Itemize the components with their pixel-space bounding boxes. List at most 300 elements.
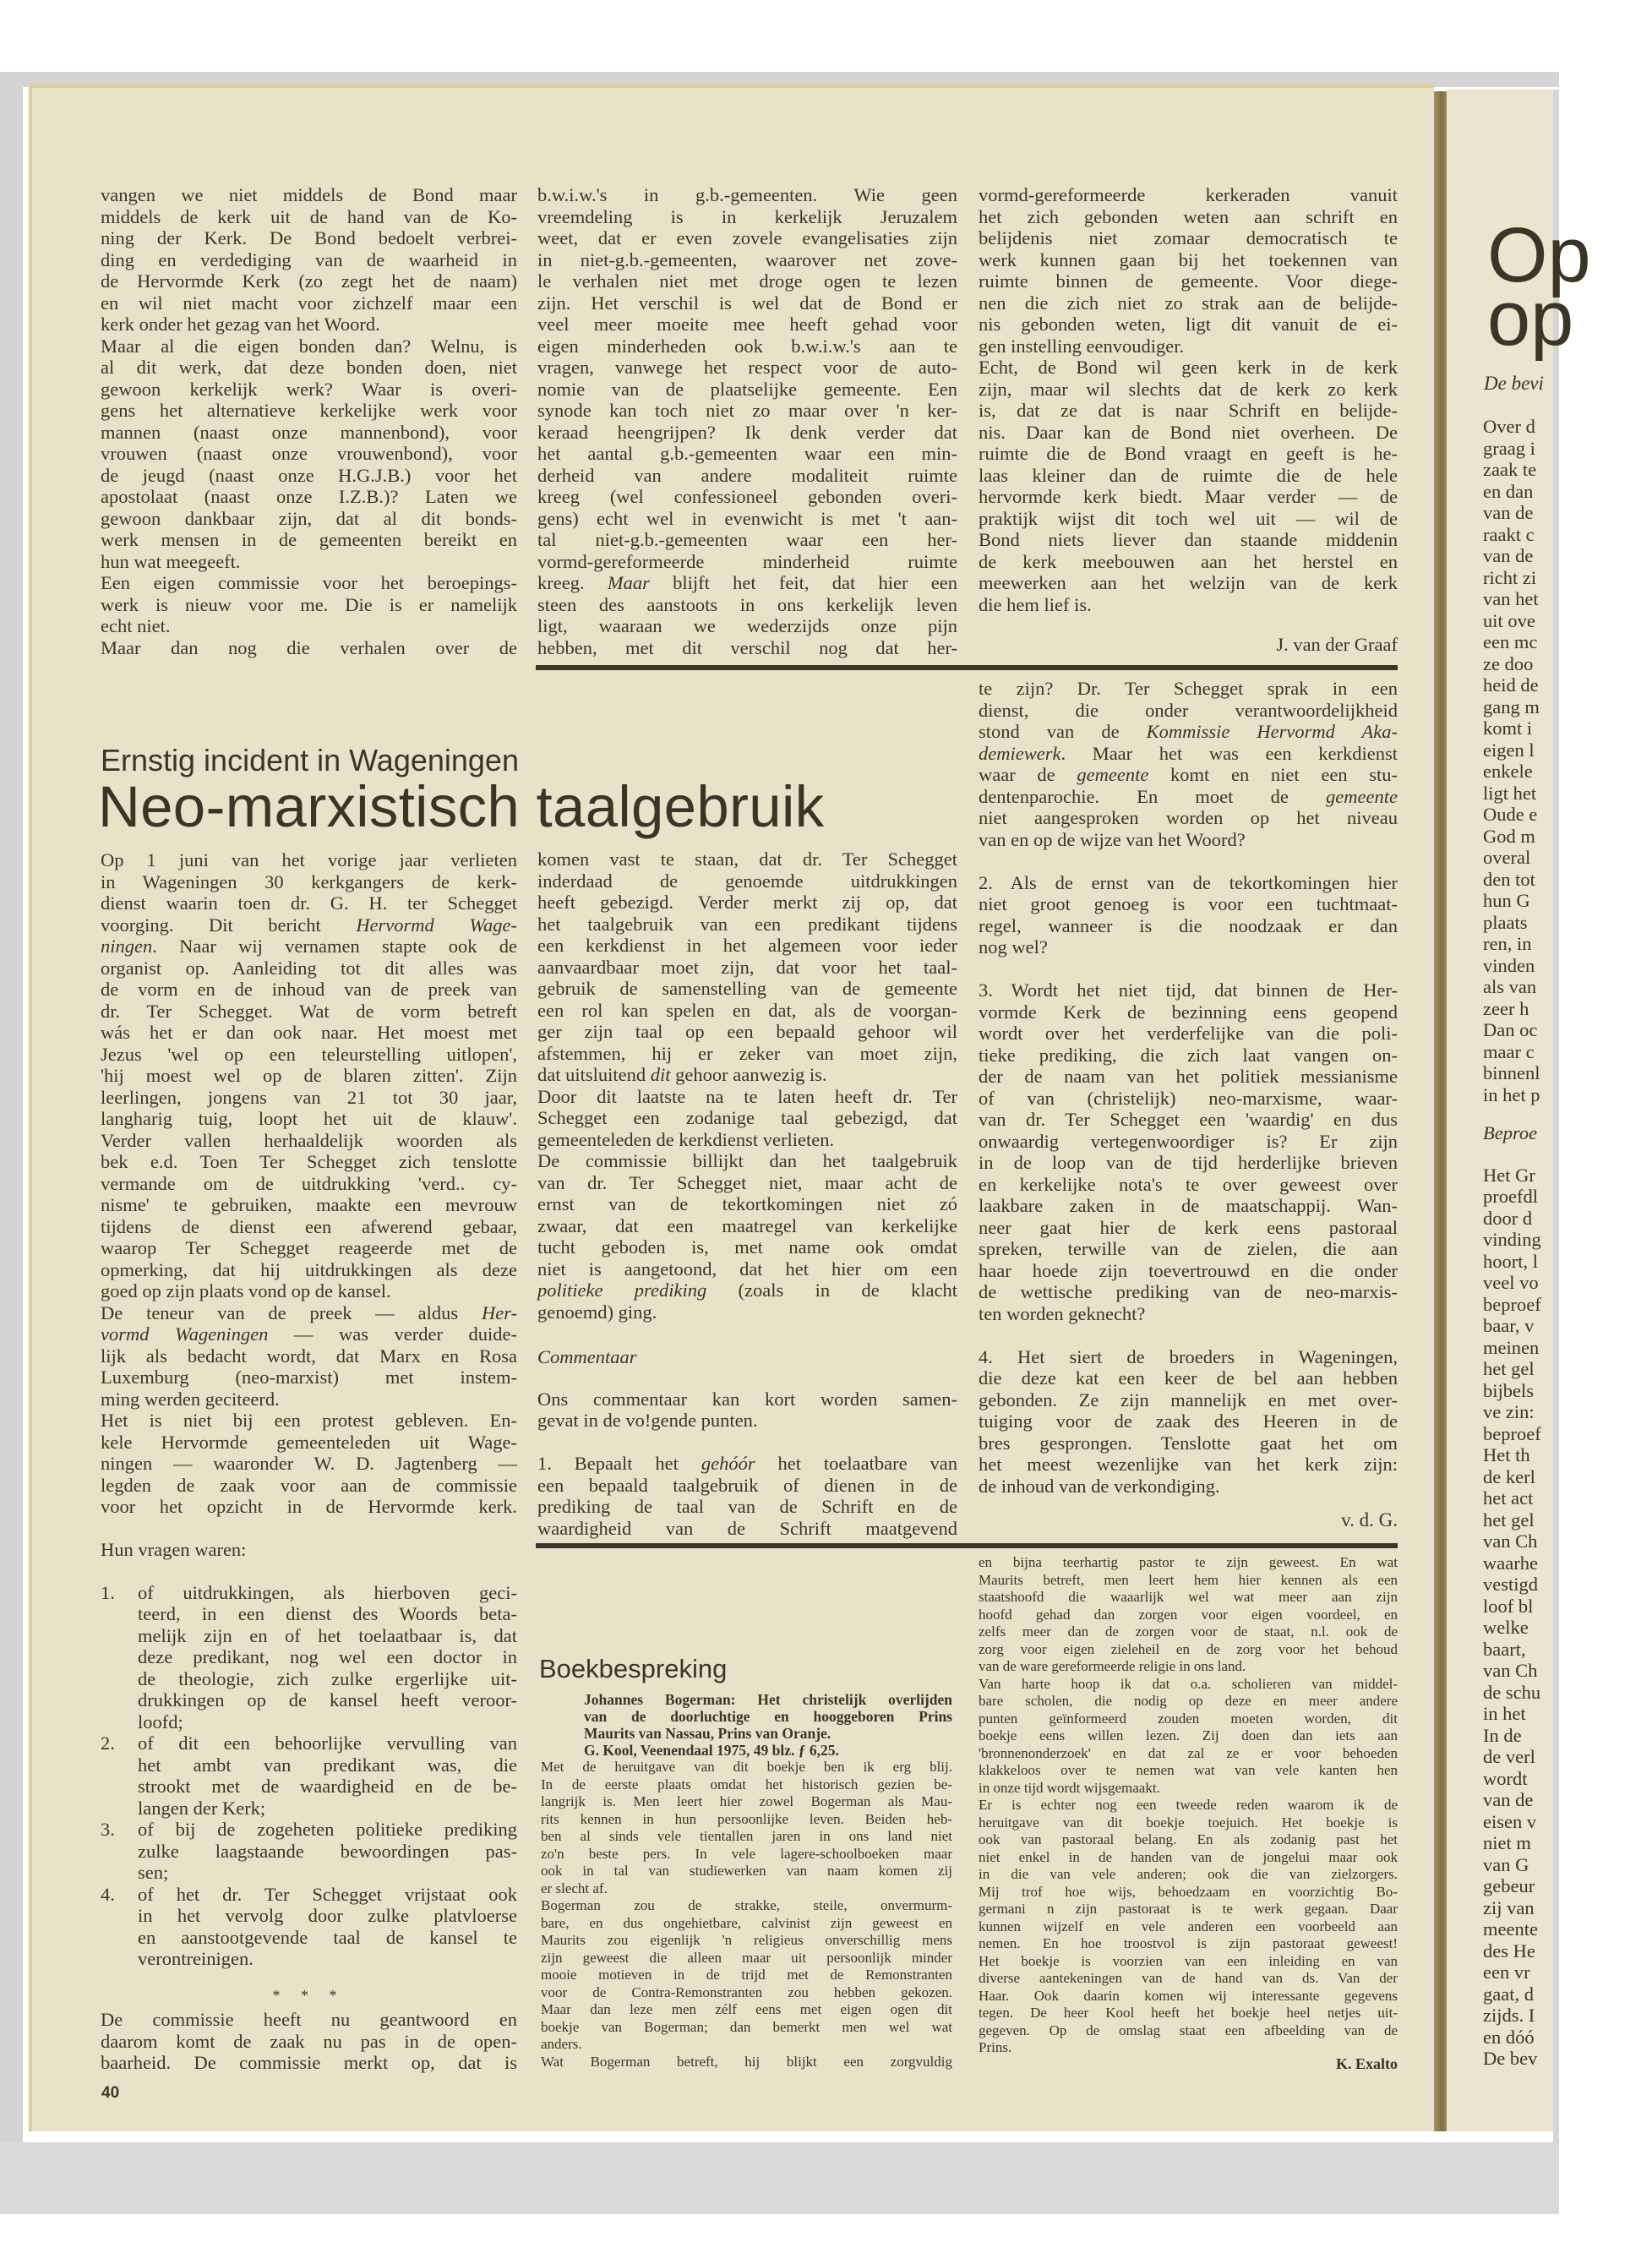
text-line: Maar dan leze men zélf eens met eigen ogen dit bbox=[541, 2001, 952, 2017]
text-line-fragment: van de bbox=[1483, 1789, 1534, 1810]
text-line: in niet-g.b.-gemeenten, waarover net zove- bbox=[537, 248, 957, 270]
text-line: lijk als bedacht wordt, dat Marx en Rosa bbox=[101, 1345, 517, 1367]
text-line: laakbare zaken in de maatschappij. Wan- bbox=[979, 1195, 1398, 1216]
paragraph bbox=[979, 1554, 1398, 1676]
text-line: of van (christelijk) neo-marxisme, waar- bbox=[979, 1087, 1398, 1109]
text-line: niet is aangetoond, dat het hier om een bbox=[537, 1258, 957, 1280]
right-page-dek: De bevi bbox=[1484, 373, 1544, 394]
text-line: leerlingen, jongens van 21 tot 30 jaar, bbox=[101, 1086, 517, 1108]
text-line: het zich gebonden weten aan schrift en bbox=[979, 205, 1398, 227]
text-line: gens het alternatieve kerkelijke werk voor bbox=[101, 400, 517, 421]
text-line: nis gebonden weten, ligt dit vanuit de ei- bbox=[979, 314, 1398, 335]
list-item bbox=[101, 1884, 517, 1970]
text-line-fragment: gebeur bbox=[1483, 1875, 1535, 1896]
text-line: dienst waarin toen dr. G. H. ter Schegget bbox=[101, 892, 517, 914]
text-line: zijn, maar wil slechts dat de kerk zo kerk bbox=[979, 378, 1398, 400]
text-line: vermande om de uitdrukking 'verd.. cy- bbox=[101, 1172, 517, 1194]
paragraph bbox=[537, 848, 957, 1086]
text-line-fragment: de kerl bbox=[1483, 1465, 1535, 1487]
scan-background-bottom bbox=[0, 2142, 1559, 2214]
text-line: ding en verdediging van de waarheid in bbox=[101, 248, 517, 270]
text-line: Commentaar bbox=[537, 1346, 637, 1367]
list-number: 3. bbox=[101, 1819, 115, 1840]
text-line: strookt met de waardigheid en de be- bbox=[138, 1776, 517, 1797]
text-line: anders. bbox=[541, 2036, 582, 2052]
text-line-fragment: van G bbox=[1483, 1853, 1529, 1875]
text-line-fragment: van Ch bbox=[1483, 1530, 1538, 1552]
text-line: nisme' te gebruiken, maakte een mevrouw bbox=[101, 1194, 517, 1215]
text-line: Prins. bbox=[979, 2039, 1012, 2055]
article-kicker: Ernstig incident in Wageningen bbox=[101, 743, 519, 778]
text-line: belijdenis niet zomaar democratisch te bbox=[979, 227, 1398, 248]
paragraph bbox=[101, 637, 517, 659]
text-line: mooie motieven in de trijd met de Remonstranten bbox=[541, 1967, 952, 1983]
text-line: * * * bbox=[272, 1986, 346, 2004]
text-line: klakkeloos over te nemen wat van vele kanten hen bbox=[979, 1762, 1398, 1778]
text-line: inderdaad de genoemde uitdrukkingen bbox=[537, 870, 957, 892]
text-line: haar hoede zijn toevertrouwd en die onder bbox=[979, 1259, 1398, 1281]
text-line-fragment: raakt c bbox=[1483, 523, 1535, 545]
text-line: hebben, met dit verschil nog dat her- bbox=[537, 636, 957, 658]
text-line: daarom komt de zaak nu pas in de open- bbox=[101, 2030, 517, 2052]
text-line: nog wel? bbox=[979, 936, 1048, 958]
paragraph bbox=[979, 184, 1398, 357]
text-line: regel, wanneer is die noodzaak er dan bbox=[979, 914, 1398, 936]
text-line: genoemd) ging. bbox=[537, 1301, 657, 1323]
text-line: punten geïnformeerd zouden moeten worden, dit bbox=[979, 1710, 1398, 1727]
text-line-fragment: vinden bbox=[1483, 954, 1535, 976]
section-divider-rule bbox=[536, 665, 1398, 670]
paragraph bbox=[101, 336, 517, 573]
top-article-signature: J. van der Graaf bbox=[1276, 634, 1398, 655]
text-line: gemeenteleden de kerkdienst verlieten. bbox=[537, 1128, 835, 1150]
text-line: De commissie billijkt dan het taalgebruik bbox=[537, 1150, 957, 1171]
text-line-fragment: welke bbox=[1483, 1617, 1529, 1638]
text-line-fragment: in het p bbox=[1483, 1083, 1540, 1105]
text-line: Maurits betreft, men leert hem hier kennen als een bbox=[979, 1571, 1398, 1588]
text-line: Door dit laatste na te laten heeft dr. Ter bbox=[537, 1085, 957, 1107]
text-line: vangen we niet middels de Bond maar bbox=[101, 184, 517, 205]
text-line: het aantal g.b.-gemeenten waar een min- bbox=[537, 443, 957, 464]
text-line: Haar. Ook daarin komen wij interessante gegevens bbox=[979, 1987, 1398, 2004]
text-line-fragment: zeer h bbox=[1483, 997, 1529, 1019]
text-line: vragen, vanwege het respect voor de auto- bbox=[537, 357, 957, 378]
paragraph bbox=[537, 1389, 957, 1432]
text-line: tegen. De heer Kool heeft het boekje heel netjes uit- bbox=[979, 2005, 1398, 2021]
text-line-fragment: Het th bbox=[1483, 1444, 1530, 1465]
text-line: voor de Contra-Remonstranten zou hebben gekozen. bbox=[541, 1983, 952, 2000]
top-article-column-2 bbox=[537, 184, 957, 658]
text-line-fragment: ze doo bbox=[1483, 652, 1534, 674]
text-line-fragment: uit ove bbox=[1483, 609, 1535, 631]
text-line: hoofd gehad dan zorgen voor eigen voordeel, en bbox=[979, 1606, 1398, 1623]
text-line: heeft gebezigd. Verder merkt zij op, dat bbox=[537, 892, 957, 913]
text-line: De commissie heeft nu geantwoord en bbox=[101, 2009, 517, 2030]
text-line: b.w.i.w.'s in g.b.-gemeenten. Wie geen bbox=[537, 184, 957, 205]
text-line: vormd Wageningen — was verder duide- bbox=[101, 1323, 517, 1345]
text-line: van dr. Ter Schegget een 'waardig' en dus bbox=[979, 1109, 1398, 1130]
text-line-fragment: en dóó bbox=[1483, 2026, 1535, 2048]
text-line: synode kan toch niet zo maar over 'n ker- bbox=[537, 400, 957, 421]
text-line-fragment: het gel bbox=[1483, 1358, 1535, 1379]
text-line: werk is nieuw voor me. Die is er namelijk bbox=[101, 593, 517, 615]
text-line-fragment: binnenl bbox=[1483, 1062, 1540, 1083]
paragraph bbox=[101, 1302, 517, 1410]
text-line-fragment: plaats bbox=[1483, 911, 1528, 933]
paragraph bbox=[537, 184, 957, 658]
list-item bbox=[101, 1582, 517, 1733]
text-line: zijn. Het verschil is wel dat de Bond er bbox=[537, 292, 957, 314]
text-line-fragment: als van bbox=[1483, 976, 1537, 997]
right-page-lines-2 bbox=[1483, 1165, 1652, 2070]
text-line-fragment: richt zi bbox=[1483, 566, 1537, 588]
paragraph bbox=[979, 872, 1398, 958]
book-review-column-1 bbox=[541, 1759, 952, 2071]
text-line-fragment: Dan oc bbox=[1483, 1019, 1538, 1040]
text-line: een bepaald taalgebruik of dienen in de bbox=[537, 1474, 957, 1496]
article-headline: Neo-marxistisch taalgebruik bbox=[98, 774, 825, 839]
text-line: en aanstootgevende taal de kansel te bbox=[138, 1926, 517, 1948]
text-line-fragment: overal bbox=[1483, 847, 1531, 868]
text-line-fragment: In de bbox=[1483, 1724, 1522, 1746]
text-line: zorg voor eigen zieleheil en de zorg voor het behoud bbox=[979, 1640, 1398, 1657]
text-line-fragment: vinding bbox=[1483, 1229, 1541, 1250]
text-line-fragment: het act bbox=[1483, 1487, 1534, 1509]
text-line-fragment: veel vo bbox=[1483, 1272, 1539, 1293]
text-line-fragment: niet m bbox=[1483, 1832, 1531, 1853]
text-line-fragment: meente bbox=[1483, 1918, 1538, 1940]
paragraph bbox=[979, 357, 1398, 615]
text-line: ningen. Naar wij vernamen stapte ook de bbox=[101, 936, 517, 957]
text-line-fragment: van Ch bbox=[1483, 1660, 1538, 1681]
text-line-fragment: hoort, l bbox=[1483, 1250, 1538, 1272]
text-line: Mij trof hoe wijs, behoedzaam en voorzichtig Bo- bbox=[979, 1883, 1398, 1900]
text-line-fragment: door d bbox=[1483, 1207, 1533, 1229]
text-line: afstemmen, hij er zeker van moet zijn, bbox=[537, 1042, 957, 1064]
text-line: gens) echt wel in evenwicht is met 't aan- bbox=[537, 507, 957, 529]
text-line: een rol kan spelen en dat, als de voorgan- bbox=[537, 999, 957, 1021]
text-line-fragment: zijds. I bbox=[1483, 2005, 1535, 2026]
paragraph bbox=[101, 849, 517, 1302]
text-line: of het dr. Ter Schegget vrijstaat ook bbox=[138, 1883, 517, 1905]
text-line: nemen. En hoe troostvol is zijn pastoraat geweest! bbox=[979, 1935, 1398, 1951]
text-line: boekje van Bogerman; dan bemerkt men wel wat bbox=[541, 2018, 952, 2035]
text-line: Maurits zou eigenlijk 'n religieus onverschillig mens bbox=[541, 1932, 952, 1948]
text-line: heruitgave van dit boekje toejuich. Het boekje is bbox=[979, 1814, 1398, 1831]
text-line: Wat Bogerman betreft, hij blijkt een zorgvuldig bbox=[541, 2053, 952, 2070]
text-line: zelfs meer dan de zorgen voor de staat, n.l. ook de bbox=[979, 1623, 1398, 1640]
text-line: ruimte binnen de gemeente. Voor diege- bbox=[979, 270, 1398, 292]
text-line-fragment: zaak te bbox=[1483, 459, 1537, 480]
text-line: ger zijn taal op een bepaald gehoor wil bbox=[537, 1021, 957, 1042]
text-line: de theologie, zich zulke ergerlijke uit- bbox=[138, 1667, 517, 1689]
text-line: derheid van andere modaliteit ruimte bbox=[537, 464, 957, 486]
text-line-fragment: Oude e bbox=[1483, 804, 1538, 825]
paragraph bbox=[537, 1086, 957, 1151]
top-article-column-3 bbox=[979, 184, 1398, 615]
list-number: 4. bbox=[101, 1883, 115, 1905]
text-line: langharig tuig, loopt het uit de klauw'. bbox=[101, 1108, 517, 1129]
text-line-fragment: heid de bbox=[1483, 674, 1539, 696]
text-line: is, dat ze dat is naar Schrift en belijde- bbox=[979, 400, 1398, 421]
text-line: in het vervolg door zulke platvloerse bbox=[138, 1905, 517, 1926]
book-details bbox=[584, 1691, 952, 1759]
text-line: die hem lief is. bbox=[979, 593, 1092, 615]
text-line: dienst, die onder verantwoordelijkheid bbox=[979, 699, 1398, 721]
text-line: melijk zijn en of het toelaatbaar is, dat bbox=[138, 1624, 517, 1646]
text-line: gen instelling eenvoudiger. bbox=[979, 335, 1185, 357]
text-line-fragment: een vr bbox=[1483, 1962, 1530, 1983]
text-line: tijdens de dienst een afwerend gebaar, bbox=[101, 1215, 517, 1237]
text-line: laas kleiner dan de ruimte die de hele bbox=[979, 464, 1398, 486]
text-line: de inhoud van de verkondiging. bbox=[979, 1475, 1220, 1497]
paragraph bbox=[101, 184, 517, 336]
text-line: boekje eens willen lezen. Zij doen dan iets aan bbox=[979, 1727, 1398, 1743]
paragraph bbox=[101, 572, 517, 637]
text-line: dat uitsluitend dit gehoor aanwezig is. bbox=[537, 1064, 827, 1085]
text-line: demiewerk. Maar het was een kerkdienst bbox=[979, 742, 1398, 764]
list-text bbox=[138, 1582, 517, 1733]
text-line-fragment: ve zin: bbox=[1483, 1401, 1535, 1422]
text-line: ming werden geciteerd. bbox=[101, 1388, 280, 1410]
text-line: Een eigen commissie voor het beroepings- bbox=[101, 572, 517, 593]
text-line: prediking de taal van de Schrift en de bbox=[537, 1496, 957, 1517]
paragraph bbox=[101, 1539, 517, 1561]
text-line-fragment: de verl bbox=[1483, 1746, 1535, 1767]
text-line: gegeven. Op de omslag staat een afbeelding van de bbox=[979, 2022, 1398, 2038]
text-line: veel meer moeite mee heeft gehad voor bbox=[537, 314, 957, 335]
text-line: Jezus 'wel op een teleurstelling uitlopen', bbox=[101, 1043, 517, 1065]
text-line: tieke prediking, die zich laat vangen on- bbox=[979, 1044, 1398, 1066]
text-line: kele Hervormde gemeenteleden uit Wage- bbox=[101, 1431, 517, 1453]
text-line-fragment: vestigd bbox=[1483, 1574, 1538, 1595]
text-line: echt niet. bbox=[101, 615, 171, 636]
text-line: gewoon dankbaar zijn, dat al dit bonds- bbox=[101, 507, 517, 529]
text-line: een kerkdienst in het algemeen voor ieder bbox=[537, 935, 957, 956]
paragraph bbox=[979, 1346, 1398, 1498]
list-number: 1. bbox=[101, 1581, 115, 1603]
text-line: der de naam van het politiek messianisme bbox=[979, 1066, 1398, 1087]
text-line: Het is niet bij een protest gebleven. En- bbox=[101, 1410, 517, 1431]
text-line: bare, en dus ongehietbare, calvinist zijn geweest en bbox=[541, 1914, 952, 1931]
text-line: en kerkelijke nota's te over geweest over bbox=[979, 1173, 1398, 1195]
text-line: politieke prediking (zoals in de klacht bbox=[537, 1280, 957, 1301]
right-page-fragment bbox=[1447, 90, 1591, 2131]
paragraph bbox=[979, 678, 1398, 850]
text-line-fragment: hun G bbox=[1483, 890, 1530, 911]
text-line: apostolaat (naast onze I.Z.B.)? Laten we bbox=[101, 486, 517, 507]
text-line: drukkingen op de kansel heeft veroor- bbox=[138, 1689, 517, 1711]
text-line: Bogerman zou de strakke, steile, onvermurm- bbox=[541, 1897, 952, 1913]
top-article-column-1 bbox=[101, 184, 517, 658]
text-line: werk mensen in de gemeenten bereikt en bbox=[101, 529, 517, 550]
text-line-fragment: een mc bbox=[1483, 631, 1538, 652]
text-line: voorging. Dit bericht Hervormd Wage- bbox=[101, 914, 517, 936]
text-line: staatshoofd die waaarlijk wel wat meer aan zijn bbox=[979, 1589, 1398, 1605]
text-line: komen vast te staan, dat dr. Ter Schegget bbox=[537, 848, 957, 870]
text-line-fragment: beproef bbox=[1483, 1422, 1541, 1444]
text-line: de Hervormde Kerk (zo zegt het de naam) bbox=[101, 270, 517, 292]
text-line: baarheid. De commissie merkt op, dat is bbox=[101, 2052, 517, 2073]
text-line: 3. Wordt het niet tijd, dat binnen de Her- bbox=[979, 979, 1398, 1001]
text-line: en wil niet macht voor zichzelf maar een bbox=[101, 292, 517, 314]
main-article-column-3 bbox=[979, 678, 1398, 1497]
text-line: hun wat meegeeft. bbox=[101, 550, 241, 572]
text-line-fragment: van het bbox=[1483, 588, 1539, 609]
text-line: het taalgebruik van een predikant tijdens bbox=[537, 913, 957, 935]
book-review-signature: K. Exalto bbox=[1335, 2055, 1398, 2072]
text-line-fragment: maar c bbox=[1483, 1040, 1535, 1062]
paragraph bbox=[541, 1759, 952, 1897]
text-line: meewerken aan het welzijn van de kerk bbox=[979, 572, 1398, 593]
text-line-fragment: loof bl bbox=[1483, 1595, 1534, 1617]
text-line: ook van pastoraal belang. En als zodanig past het bbox=[979, 1831, 1398, 1847]
text-line: deze predikant, nog wel een doctor in bbox=[138, 1646, 517, 1667]
text-line: Er is echter nog een tweede reden waarom ik de bbox=[979, 1797, 1398, 1813]
text-line: tal niet-g.b.-gemeenten waar een her- bbox=[537, 529, 957, 550]
text-line: bres gesprongen. Tenslotte gaat het om bbox=[979, 1432, 1398, 1454]
text-line: Verder vallen herhaaldelijk woorden als bbox=[101, 1129, 517, 1151]
text-line: opmerking, dat hij uitdrukkingen als deze bbox=[101, 1258, 517, 1280]
paragraph bbox=[979, 1676, 1398, 1798]
paragraph bbox=[101, 1410, 517, 1518]
text-line: Bond niets liever dan staande middenin bbox=[979, 529, 1398, 550]
text-line: en bijna teerhartig pastor te zijn geweest. En wat bbox=[979, 1554, 1398, 1570]
text-line: al dit werk, dat deze bonden doen, niet bbox=[101, 357, 517, 378]
text-line: in Wageningen 30 kerkgangers de kerk- bbox=[101, 870, 517, 892]
text-line: niet enkel in de handen van de jongelui maar ook bbox=[979, 1848, 1398, 1865]
text-line: niet groot genoeg is voor een tuchtmaat- bbox=[979, 893, 1398, 914]
text-line: gebonden. Ze zijn mannelijk en met over- bbox=[979, 1389, 1398, 1410]
text-line: vormd-gereformeerde minderheid ruimte bbox=[537, 550, 957, 572]
text-line-fragment: beproef bbox=[1483, 1293, 1541, 1315]
text-line: neer gaat hier de kerk eens pastoraal bbox=[979, 1216, 1398, 1238]
text-line: verontreinigen. bbox=[138, 1948, 254, 1969]
text-line: wás het er dan ook naar. Het moest met bbox=[101, 1022, 517, 1043]
text-line: De teneur van de preek — aldus Her- bbox=[101, 1301, 517, 1323]
text-line: vormde Kerk de bezinning eens geopend bbox=[979, 1001, 1398, 1023]
text-line: kunnen wijzelf en vele anderen een voorbeeld aan bbox=[979, 1918, 1398, 1934]
right-page-title-line-1: Op bbox=[1487, 212, 1591, 298]
text-line: Hun vragen waren: bbox=[101, 1539, 247, 1560]
text-line: waardigheid van de Schrift maatgevend bbox=[537, 1517, 957, 1539]
section-ornament bbox=[101, 1985, 517, 2007]
main-article-signature: v. d. G. bbox=[1341, 1509, 1398, 1530]
page-gutter bbox=[1434, 91, 1447, 2131]
text-line: mannen (naast onze mannenbond), voor bbox=[101, 421, 517, 443]
text-line-fragment: en dan bbox=[1483, 480, 1534, 502]
text-line: Ons commentaar kan kort worden samen- bbox=[537, 1388, 957, 1410]
paragraph bbox=[541, 1897, 952, 2054]
text-line: nis. Daar kan de Bond niet overheen. De bbox=[979, 421, 1398, 443]
text-line: sen; bbox=[138, 1862, 169, 1883]
text-line: kreeg. Maar blijft het feit, dat hier een bbox=[537, 572, 957, 593]
text-line: zwaar, dat een maatregel van kerkelijke bbox=[537, 1214, 957, 1236]
text-line: van de ware gereformeerde religie in ons land. bbox=[979, 1658, 1246, 1674]
text-line: de jeugd (naast onze H.G.J.B.) voor het bbox=[101, 464, 517, 486]
right-page-lines-1 bbox=[1483, 416, 1652, 1105]
text-line-fragment: in het bbox=[1483, 1703, 1526, 1724]
text-line-fragment: het gel bbox=[1483, 1509, 1535, 1530]
text-line-fragment: de schu bbox=[1483, 1681, 1541, 1703]
text-line: ben al sinds vele tientallen jaren in ons land niet bbox=[541, 1828, 952, 1844]
text-line-fragment: bijbels bbox=[1483, 1379, 1534, 1401]
text-line: vormd-gereformeerde kerkeraden vanuit bbox=[979, 184, 1398, 205]
text-line: gevat in de vo!gende punten. bbox=[537, 1410, 758, 1431]
text-line: germani n zijn pastoraat is te werk gegaan. Daar bbox=[979, 1901, 1398, 1917]
text-line-fragment: gaat, d bbox=[1483, 1983, 1534, 2005]
text-line: Schegget een zodanige taal gebezigd, dat bbox=[537, 1107, 957, 1128]
text-line: aanvaardbaar moet zijn, dat voor het taal- bbox=[537, 956, 957, 978]
text-line: gewoon kerkelijk werk? Waar is overi- bbox=[101, 378, 517, 400]
text-line-fragment: baart, bbox=[1483, 1638, 1526, 1660]
text-line: die deze kat een keer de bel aan hebben bbox=[979, 1367, 1398, 1389]
book-details-line: Maurits van Nassau, Prins van Oranje. bbox=[584, 1725, 831, 1742]
text-line: nomie van de plaatselijke gemeente. Een bbox=[537, 378, 957, 400]
text-line: tuiging voor de zaak des Heeren in de bbox=[979, 1410, 1398, 1432]
text-line: ningen — waaronder W. D. Jagtenberg — bbox=[101, 1453, 517, 1474]
text-line: praktijk wijst dit toch wel uit — wil de bbox=[979, 507, 1398, 529]
text-line: ernst van de tekortkomingen niet zó bbox=[537, 1193, 957, 1214]
text-line-fragment: den tot bbox=[1483, 868, 1535, 890]
text-line-fragment: baar, v bbox=[1483, 1315, 1535, 1336]
paragraph bbox=[541, 2054, 952, 2071]
text-line: waar de gemeente komt en niet een stu- bbox=[979, 764, 1398, 785]
text-line: in onze tijd wordt wijsgemaakt. bbox=[979, 1779, 1160, 1796]
right-page-title-line-2: op bbox=[1487, 276, 1574, 362]
right-page-subhead: Beproe bbox=[1483, 1122, 1538, 1143]
text-line: te zijn? Dr. Ter Schegget sprak in een bbox=[979, 678, 1398, 699]
text-line-fragment: zij van bbox=[1483, 1896, 1535, 1918]
text-line: langrijk is. Men leert hier zowel Bogerman als Mau- bbox=[541, 1793, 952, 1809]
text-line: hervormde kerk biedt. Maar verder — de bbox=[979, 486, 1398, 507]
text-line: 2. Als de ernst van de tekortkomingen hier bbox=[979, 871, 1398, 893]
text-line: kreeg (wel confessioneel gebonden overi- bbox=[537, 486, 957, 507]
text-line: zulke laagstaande bewoordingen pas- bbox=[138, 1840, 517, 1862]
text-line: voor het opzicht in de Hervormde kerk. bbox=[101, 1496, 517, 1517]
text-line: niet aangesproken worden op het niveau bbox=[979, 807, 1398, 828]
text-line-fragment: ligt het bbox=[1483, 782, 1537, 804]
paragraph bbox=[979, 979, 1398, 1324]
page-number: 40 bbox=[101, 2084, 120, 2102]
scan-background-left bbox=[0, 72, 23, 2142]
text-line: bare scholen, die nodig op deze en meer andere bbox=[979, 1693, 1398, 1709]
text-line-fragment: God m bbox=[1483, 825, 1535, 847]
text-line: gebruik de samenstelling van de gemeente bbox=[537, 978, 957, 999]
text-line: tucht geboden is, met name ook omdat bbox=[537, 1236, 957, 1258]
book-review-heading: Boekbespreking bbox=[539, 1654, 728, 1683]
list-item bbox=[101, 1819, 517, 1884]
text-line: in de loop van de tijd herderlijke brieven bbox=[979, 1152, 1398, 1173]
text-line-fragment: komt i bbox=[1483, 718, 1533, 739]
text-line: waarop Ter Schegget reageerde met de bbox=[101, 1237, 517, 1258]
text-line: kerk onder het gezag van het Woord. bbox=[101, 314, 380, 335]
text-line: zijn geweest die alleen maar uit persoonlijk minder bbox=[541, 1949, 952, 1966]
paragraph bbox=[101, 2009, 517, 2074]
text-line: vrouwen (naast onze vrouwenbond), voor bbox=[101, 443, 517, 464]
text-line: bek e.d. Toen Ter Schegget zich tenslotte bbox=[101, 1151, 517, 1172]
text-line-fragment: eisen v bbox=[1483, 1810, 1537, 1832]
text-line-fragment: des He bbox=[1483, 1940, 1535, 1962]
list-item bbox=[101, 1732, 517, 1819]
text-line: In de eerste plaats omdat het historisch gezien be- bbox=[541, 1776, 952, 1792]
text-line: diverse aantekeningen van de hand van ds. Van der bbox=[979, 1970, 1398, 1986]
text-line: het meest wezenlijke van het kerk zijn: bbox=[979, 1454, 1398, 1475]
text-line: onwaardig vertegenwoordiger is? Er zijn bbox=[979, 1130, 1398, 1152]
text-line: Op 1 juni van het vorige jaar verlieten bbox=[101, 849, 517, 870]
text-line-fragment: ren, in bbox=[1483, 933, 1532, 954]
text-line-fragment: De bev bbox=[1483, 2048, 1538, 2069]
